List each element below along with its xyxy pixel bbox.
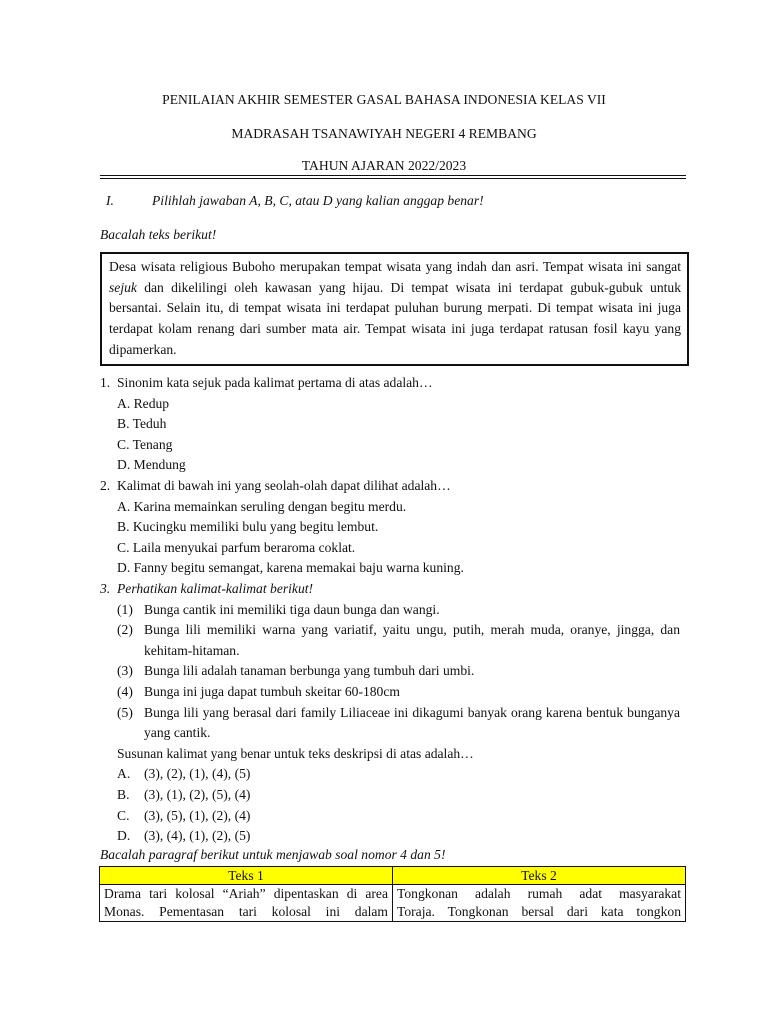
- sentence-number: (2): [117, 622, 133, 638]
- sentence-number: (4): [117, 683, 133, 699]
- question-3: [100, 579, 680, 847]
- question-stem: Kalimat di bawah ini yang seolah-olah dapat dilihat adalah…: [117, 478, 451, 493]
- question-number: 1.: [100, 375, 111, 390]
- read-instruction: Bacalah teks berikut!: [100, 227, 217, 242]
- passage-text-start: Desa wisata religious Buboho merupakan tempat wisata yang indah dan asri. Tempat wisata ini sangat: [109, 259, 681, 274]
- option-d[interactable]: [100, 826, 680, 847]
- teks-2-cell: [393, 885, 686, 922]
- exam-title: PENILAIAN AKHIR SEMESTER GASAL BAHASA INDONESIA KELAS VII: [162, 92, 606, 107]
- question-stem: Perhatikan kalimat-kalimat berikut!: [117, 581, 314, 596]
- sentence-text: Bunga lili yang berasal dari family Liliaceae ini dikagumi banyak orang karena bentuk bunganya yang cantik.: [144, 704, 680, 741]
- option-d[interactable]: D. Fanny begitu semangat, karena memakai baju warna kuning.: [117, 560, 464, 576]
- option-letter: C.: [117, 807, 130, 823]
- teks-1-header: Teks 1: [100, 867, 393, 885]
- option-text: (3), (4), (1), (2), (5): [144, 828, 251, 844]
- academic-year: TAHUN AJARAN 2022/2023: [301, 158, 467, 173]
- sentence-text: Bunga cantik ini memiliki tiga daun bunga dan wangi.: [144, 601, 440, 617]
- option-text: (3), (2), (1), (4), (5): [144, 766, 251, 782]
- option-letter: B.: [117, 786, 130, 802]
- reading-passage-box: [100, 252, 689, 366]
- question-stem: Sinonim kata sejuk pada kalimat pertama di atas adalah…: [117, 375, 433, 390]
- question-3-prompt: Susunan kalimat yang benar untuk teks deskripsi di atas adalah…: [117, 745, 474, 761]
- teks-2-line: Toraja. Tongkonan bersal dari kata tongkon: [397, 904, 681, 919]
- teks-2-header: Teks 2: [393, 867, 686, 885]
- sentence-text: Bunga lili memiliki warna yang variatif, yaitu ungu, putih, merah muda, oranye, jingga, dan kehitam-hitaman.: [144, 622, 680, 658]
- sentence-number: (5): [117, 704, 133, 720]
- paragraph-instruction: Bacalah paragraf berikut untuk menjawab soal nomor 4 dan 5!: [100, 847, 446, 862]
- option-text: (3), (1), (2), (5), (4): [144, 786, 251, 802]
- option-c[interactable]: C. Tenang: [117, 436, 173, 452]
- option-d[interactable]: D. Mendung: [117, 457, 186, 473]
- sentence-number: (3): [117, 663, 133, 679]
- option-text: (3), (5), (1), (2), (4): [144, 807, 251, 823]
- option-b[interactable]: B. Kucingku memiliki bulu yang begitu lembut.: [117, 519, 379, 535]
- option-c[interactable]: C. Laila menyukai parfum beraroma coklat.: [117, 539, 356, 555]
- sentence-item: [100, 620, 680, 661]
- school-name: MADRASAH TSANAWIYAH NEGERI 4 REMBANG: [231, 126, 537, 141]
- sentence-text: Bunga lili adalah tanaman berbunga yang tumbuh dari umbi.: [144, 663, 475, 679]
- option-a[interactable]: A. Redup: [117, 395, 170, 411]
- question-number: 3.: [100, 581, 111, 596]
- teks-1-line: Drama tari kolosal “Ariah” dipentaskan di area: [104, 886, 388, 901]
- sentence-item: [100, 600, 680, 621]
- sentence-text: Bunga ini juga dapat tumbuh skeitar 60-180cm: [144, 683, 400, 699]
- question-1: [100, 373, 686, 476]
- option-a[interactable]: A. Karina memainkan seruling dengan begitu merdu.: [117, 498, 407, 514]
- sentence-item: [100, 661, 680, 682]
- sentence-item: [100, 682, 680, 703]
- teks-2-line: Tongkonan adalah rumah adat masyarakat: [397, 886, 681, 901]
- option-b[interactable]: [100, 785, 680, 806]
- header-rule-bottom: [100, 178, 686, 179]
- header-rule-top: [100, 175, 686, 176]
- passage-italic-word: sejuk: [109, 279, 137, 295]
- teks-1-line: Monas. Pementasan tari kolosal ini dalam: [104, 904, 388, 919]
- teks-1-cell: [100, 885, 393, 922]
- option-b[interactable]: B. Teduh: [117, 416, 167, 432]
- section-number: I.: [106, 193, 114, 208]
- option-letter: A.: [117, 766, 131, 782]
- option-c[interactable]: [100, 806, 680, 827]
- question-number: 2.: [100, 478, 111, 493]
- question-2: [100, 476, 686, 579]
- section-instruction: Pilihlah jawaban A, B, C, atau D yang kalian anggap benar!: [152, 193, 484, 208]
- option-a[interactable]: [100, 764, 680, 785]
- sentence-item: [100, 703, 680, 744]
- passage-text-end: dan dikelilingi oleh kawasan yang hijau. Di tempat wisata ini terdapat gubuk-gubuk untuk bersantai. Selain itu, di tempat wisata ini terdapat puluhan burung merpati. Di tempat wisata ini juga terdapat kolam renang dari sumber mata air. Tempat wisata ini juga terdapat ratusan fosil kayu yang dipamerkan.: [109, 279, 681, 357]
- section-heading: [106, 191, 484, 212]
- sentence-number: (1): [117, 601, 133, 617]
- option-letter: D.: [117, 828, 131, 844]
- teks-comparison-table: [99, 866, 686, 922]
